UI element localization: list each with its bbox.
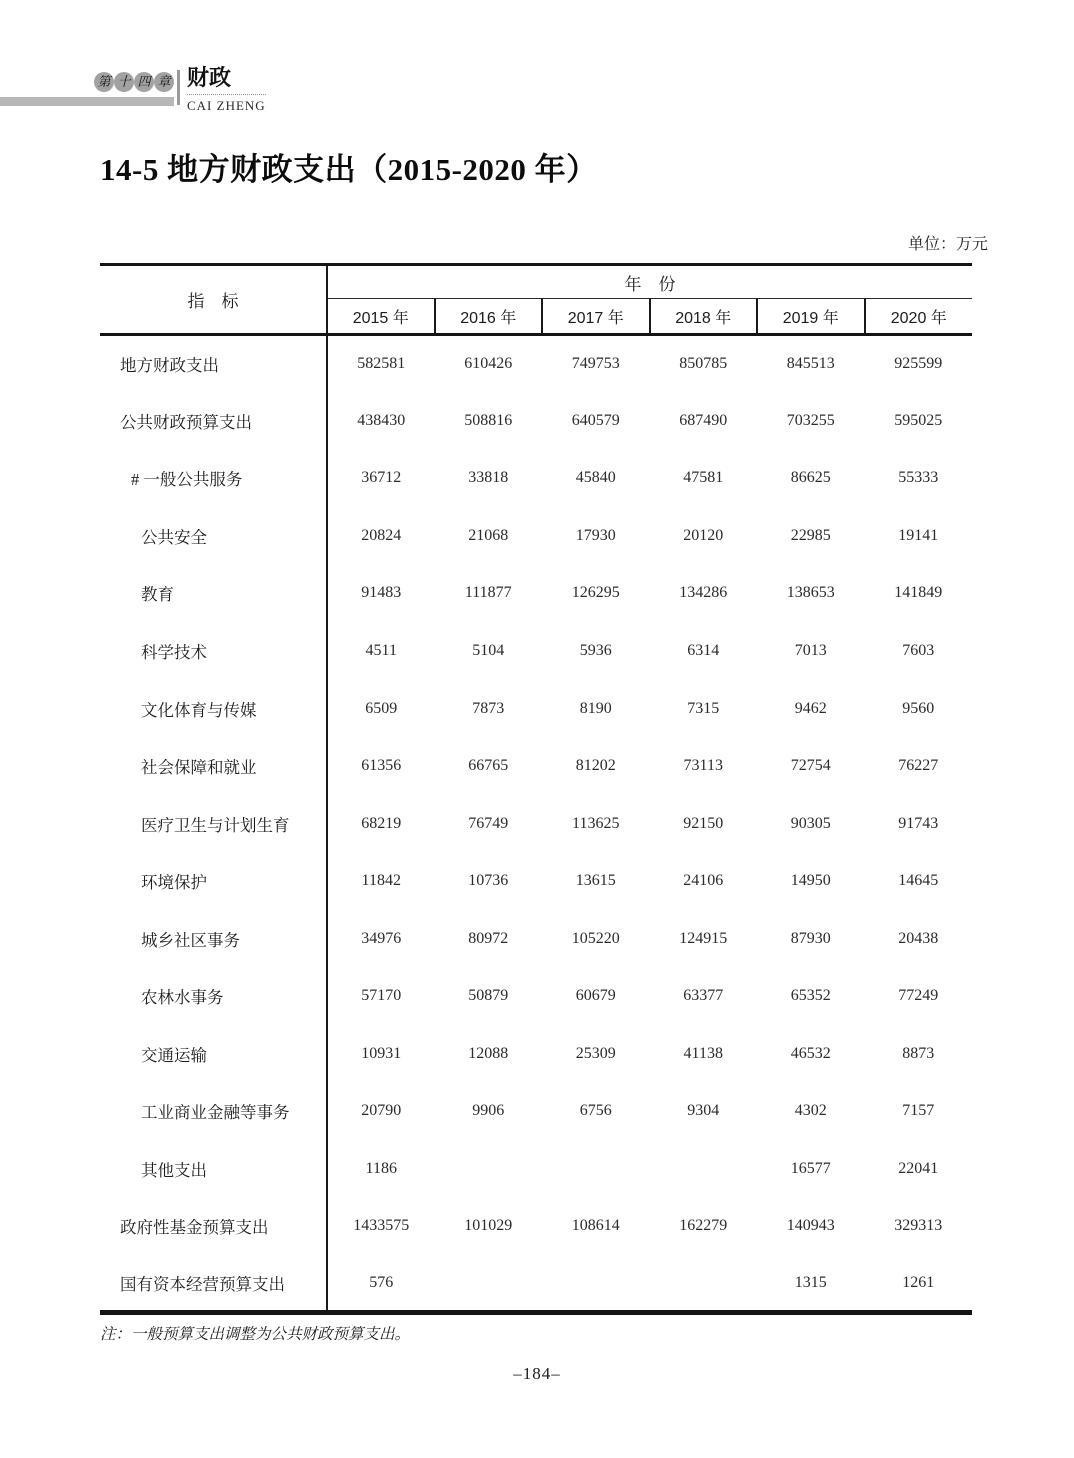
page-number: –184– xyxy=(513,1364,561,1383)
year-header: 2016 年 xyxy=(435,299,543,335)
chapter-header xyxy=(187,64,266,115)
table-row xyxy=(100,910,972,968)
unit-label: 单位：万元 xyxy=(907,236,988,253)
table-row xyxy=(100,1140,972,1198)
cell-value: 438430 xyxy=(357,411,406,429)
cell-value: 140943 xyxy=(786,1217,835,1235)
row-label: 其他支出 xyxy=(100,1140,327,1198)
cell-value: 4511 xyxy=(365,642,397,659)
cell-value: 6314 xyxy=(687,642,720,659)
cell-value: 72754 xyxy=(790,757,831,775)
cell-value: 66765 xyxy=(468,757,509,775)
header-row-group xyxy=(100,265,972,299)
chapter-badge-circle: 四 xyxy=(134,72,154,92)
table-row xyxy=(100,335,972,393)
cell-value: 9462 xyxy=(794,699,827,717)
cell-value: 138653 xyxy=(786,584,835,602)
cell-value: 9906 xyxy=(472,1102,505,1120)
cell-value: 33818 xyxy=(468,469,509,487)
cell-value: 111877 xyxy=(464,584,512,602)
chapter-badge-circle: 十 xyxy=(114,72,134,92)
cell-value: 595025 xyxy=(894,411,943,429)
cell-value xyxy=(650,1140,758,1198)
cell-value: 91483 xyxy=(361,584,402,602)
row-label: 城乡社区事务 xyxy=(100,910,327,968)
table-row xyxy=(100,968,972,1026)
cell-value: 20120 xyxy=(683,526,724,544)
cell-value: 90305 xyxy=(790,814,831,832)
table-row xyxy=(100,680,972,738)
cell-value: 45840 xyxy=(575,469,616,487)
row-label: 环境保护 xyxy=(100,852,327,910)
cell-value: 47581 xyxy=(683,469,724,487)
cell-value: 77249 xyxy=(898,987,939,1005)
row-label: 医疗卫生与计划生育 xyxy=(100,795,327,853)
row-label: # 一般公共服务 xyxy=(100,450,327,508)
row-label: 交通运输 xyxy=(100,1025,327,1083)
row-label: 国有资本经营预算支出 xyxy=(100,1255,327,1313)
cell-value: 1433575 xyxy=(353,1217,410,1235)
table-row xyxy=(100,1198,972,1256)
cell-value: 9560 xyxy=(902,699,935,717)
page-title: 14-5 地方财政支出（2015-2020 年） xyxy=(100,152,598,187)
year-header: 2018 年 xyxy=(650,299,758,335)
expenditure-table xyxy=(100,263,972,1315)
table-row xyxy=(100,1025,972,1083)
cell-value: 126295 xyxy=(571,584,620,602)
cell-value: 24106 xyxy=(683,872,724,890)
cell-value: 113625 xyxy=(572,814,620,832)
year-header: 2017 年 xyxy=(542,299,650,335)
cell-value: 134286 xyxy=(679,584,728,602)
cell-value: 34976 xyxy=(361,929,402,947)
cell-value: 73113 xyxy=(683,757,723,775)
table-row xyxy=(100,852,972,910)
cell-value: 21068 xyxy=(468,526,509,544)
row-label: 文化体育与传媒 xyxy=(100,680,327,738)
cell-value: 850785 xyxy=(679,355,728,373)
cell-value: 7603 xyxy=(902,642,935,659)
cell-value xyxy=(650,1255,758,1313)
cell-value: 63377 xyxy=(683,987,724,1005)
chapter-badge xyxy=(94,72,174,92)
cell-value: 10931 xyxy=(361,1044,402,1062)
cell-value: 329313 xyxy=(894,1217,943,1235)
cell-value: 703255 xyxy=(786,411,835,429)
cell-value: 22985 xyxy=(790,526,831,544)
row-label: 工业商业金融等事务 xyxy=(100,1083,327,1141)
year-header: 2019 年 xyxy=(757,299,865,335)
cell-value: 12088 xyxy=(468,1044,509,1062)
cell-value: 7315 xyxy=(687,699,720,717)
row-label: 政府性基金预算支出 xyxy=(100,1198,327,1256)
row-label: 社会保障和就业 xyxy=(100,737,327,795)
table-row xyxy=(100,795,972,853)
chapter-badge-circle: 第 xyxy=(94,72,114,92)
cell-value: 36712 xyxy=(361,469,402,487)
table-row xyxy=(100,507,972,565)
cell-value: 19141 xyxy=(898,526,939,544)
cell-value: 508816 xyxy=(464,411,513,429)
cell-value: 5936 xyxy=(579,642,612,659)
table-body xyxy=(100,335,972,1313)
cell-value xyxy=(435,1140,543,1198)
cell-value xyxy=(542,1140,650,1198)
cell-value: 1186 xyxy=(365,1159,397,1177)
cell-value: 17930 xyxy=(575,526,616,544)
cell-value: 5104 xyxy=(472,642,505,659)
row-label: 公共安全 xyxy=(100,507,327,565)
cell-value: 10736 xyxy=(468,872,509,890)
table-row xyxy=(100,1083,972,1141)
cell-value: 50879 xyxy=(468,987,509,1005)
cell-value: 105220 xyxy=(571,929,620,947)
cell-value: 7873 xyxy=(472,699,505,717)
cell-value: 687490 xyxy=(679,411,728,429)
cell-value: 6756 xyxy=(579,1102,612,1120)
cell-value: 1261 xyxy=(902,1273,935,1291)
cell-value: 55333 xyxy=(898,469,939,487)
cell-value: 14645 xyxy=(898,872,939,890)
year-group-header: 年 份 xyxy=(327,265,972,299)
cell-value: 845513 xyxy=(786,355,835,373)
cell-value: 108614 xyxy=(571,1217,620,1235)
cell-value: 20438 xyxy=(898,929,939,947)
cell-value: 610426 xyxy=(464,355,513,373)
table-row xyxy=(100,450,972,508)
indicator-header: 指 标 xyxy=(100,265,327,335)
cell-value: 7157 xyxy=(902,1102,935,1120)
cell-value: 91743 xyxy=(898,814,939,832)
cell-value: 57170 xyxy=(361,987,402,1005)
year-header: 2020 年 xyxy=(865,299,973,335)
chapter-title: 财政 xyxy=(187,65,232,90)
cell-value: 80972 xyxy=(468,929,509,947)
row-label: 地方财政支出 xyxy=(100,335,327,393)
table-row xyxy=(100,1255,972,1313)
cell-value: 25309 xyxy=(575,1044,616,1062)
cell-value: 101029 xyxy=(464,1217,513,1235)
cell-value xyxy=(435,1255,543,1313)
row-label: 公共财政预算支出 xyxy=(100,392,327,450)
cell-value: 4302 xyxy=(794,1102,827,1120)
cell-value: 925599 xyxy=(894,355,943,373)
cell-value: 86625 xyxy=(790,469,831,487)
cell-value: 9304 xyxy=(687,1102,720,1120)
cell-value: 87930 xyxy=(790,929,831,947)
table-row xyxy=(100,622,972,680)
cell-value xyxy=(542,1255,650,1313)
cell-value: 582581 xyxy=(357,355,406,373)
cell-value: 20824 xyxy=(361,526,402,544)
row-label: 农林水事务 xyxy=(100,968,327,1026)
table-row xyxy=(100,737,972,795)
cell-value: 749753 xyxy=(571,355,620,373)
chapter-badge-circle: 章 xyxy=(154,72,174,92)
chapter-divider xyxy=(177,70,180,105)
cell-value: 20790 xyxy=(361,1102,402,1120)
cell-value: 640579 xyxy=(571,411,620,429)
cell-value: 76227 xyxy=(898,757,939,775)
cell-value: 13615 xyxy=(575,872,616,890)
row-label: 科学技术 xyxy=(100,622,327,680)
cell-value: 576 xyxy=(369,1273,394,1291)
cell-value: 41138 xyxy=(683,1044,723,1062)
cell-value: 14950 xyxy=(790,872,831,890)
cell-value: 6509 xyxy=(365,699,398,717)
cell-value: 8190 xyxy=(579,699,612,717)
cell-value: 92150 xyxy=(683,814,724,832)
cell-value: 65352 xyxy=(790,987,831,1005)
cell-value: 11842 xyxy=(361,872,401,890)
cell-value: 141849 xyxy=(894,584,943,602)
cell-value: 22041 xyxy=(898,1159,939,1177)
cell-value: 61356 xyxy=(361,757,402,775)
cell-value: 81202 xyxy=(575,757,616,775)
chapter-subtitle: CAI ZHENG xyxy=(187,94,266,114)
cell-value: 8873 xyxy=(902,1044,935,1062)
chapter-decoration-bar xyxy=(0,97,174,106)
table-row xyxy=(100,565,972,623)
cell-value: 124915 xyxy=(679,929,728,947)
table-row xyxy=(100,392,972,450)
cell-value: 7013 xyxy=(794,642,827,659)
cell-value: 1315 xyxy=(794,1273,827,1291)
cell-value: 162279 xyxy=(679,1217,728,1235)
row-label: 教育 xyxy=(100,565,327,623)
cell-value: 16577 xyxy=(790,1159,831,1177)
cell-value: 46532 xyxy=(790,1044,831,1062)
year-header: 2015 年 xyxy=(327,299,435,335)
cell-value: 60679 xyxy=(575,987,616,1005)
cell-value: 68219 xyxy=(361,814,402,832)
cell-value: 76749 xyxy=(468,814,509,832)
table-note: 注：一般预算支出调整为公共财政预算支出。 xyxy=(100,1326,411,1343)
